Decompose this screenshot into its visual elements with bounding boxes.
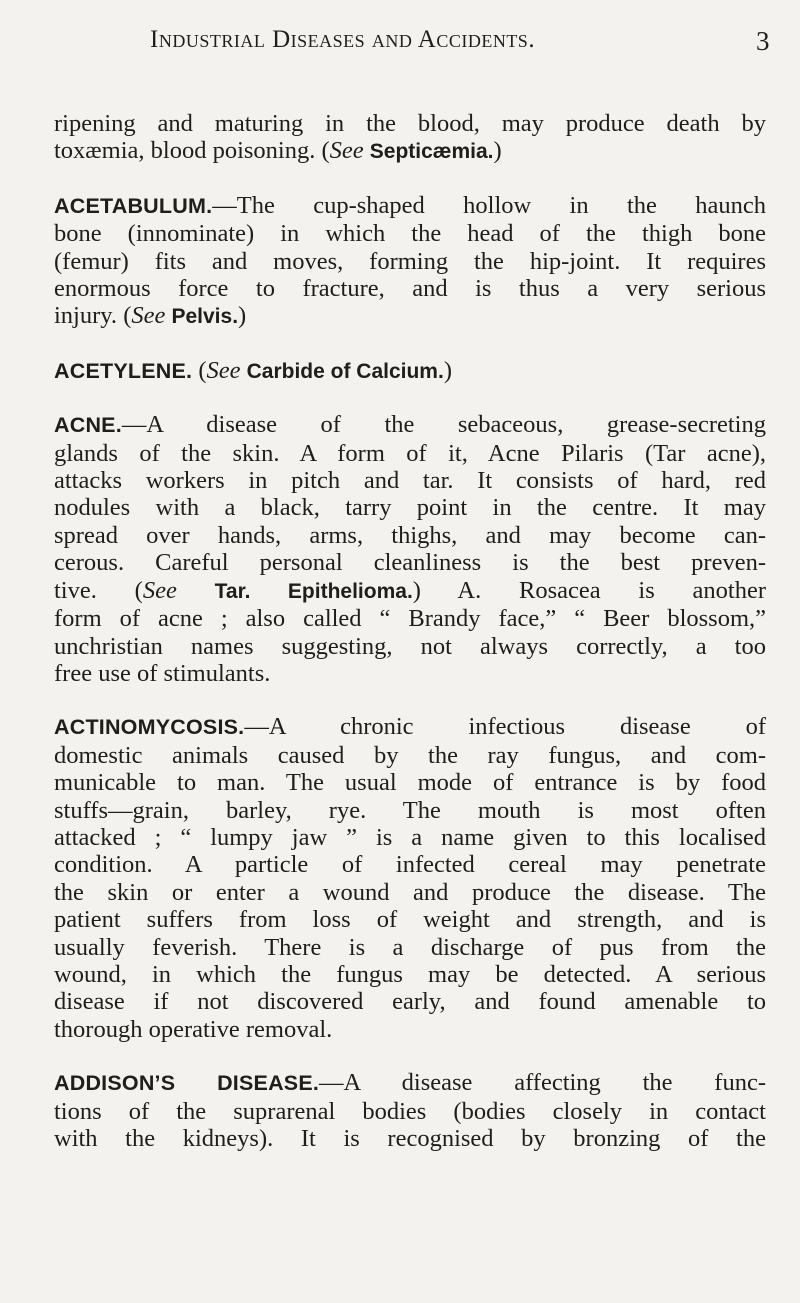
text-line: attacks workers in pitch and tar. It consists of hard, red [54,467,766,495]
entry-headword: ACETABULUM. [54,193,213,218]
see-label: See [206,356,241,384]
text-line [54,1069,766,1097]
text-line: spread over hands, arms, thighs, and may become can- [54,521,766,549]
entry-acne [54,411,766,687]
entry-acetylene [54,357,766,385]
text-line [54,192,766,220]
text-line: form of acne ; also called “ Brandy face,” “ Beer blossom,” [54,605,766,633]
page-number: 3 [756,26,770,56]
text-fragment: —The cup-shaped hollow in the haunch [212,191,766,219]
entry-headword: ACNE. [54,413,122,438]
entry-addisons-disease [54,1069,766,1152]
running-head [54,24,770,64]
text-line: cerous. Careful personal cleanliness is the best preven- [54,549,766,577]
text-line: tions of the suprarenal bodies (bodies closely in contact [54,1097,766,1125]
text-line: patient suffers from loss of weight and strength, and is [54,906,766,934]
text-line: ACETYLENE. (See Carbide of Calcium.) [54,356,452,384]
text-line: nodules with a black, tarry point in the centre. It may [54,494,766,522]
cross-reference: Tar. Epithelioma. [214,579,413,603]
cross-reference: Pelvis. [171,305,239,329]
entry-continuation [54,110,766,166]
text-line: disease if not discovered early, and found amenable to [54,988,766,1016]
text-fragment: injury. [54,302,118,330]
text-fragment: —A disease affecting the func- [319,1069,766,1097]
text-line: municable to man. The usual mode of entrance is by food [54,769,766,797]
text-line: (femur) fits and moves, forming the hip-joint. It requires [54,247,766,275]
entry-headword: ACTINOMYCOSIS. [54,715,245,740]
text-fragment: —A chronic infectious disease of [244,713,766,741]
entry-headword: ADDISON’S DISEASE. [54,1071,320,1096]
text-line: the skin or enter a wound and produce the disease. The [54,878,766,906]
text-line [54,411,766,439]
text-line: glands of the skin. A form of it, Acne Pilaris (Tar acne), [54,439,766,467]
text-line: tive. (See Tar. Epithelioma.) A. Rosacea is another [54,576,767,604]
cross-reference: Septicæmia. [369,140,494,164]
text-line: attacked ; “ lumpy jaw ” is a name given to this localised [54,823,766,851]
text-line: enormous force to fracture, and is thus a very serious [54,275,766,303]
text-fragment: tive. [54,576,97,604]
running-head-title: Industrial Diseases and Accidents. [150,26,536,53]
text-line: injury. (See Pelvis.) [54,302,247,330]
text-line: with the kidneys). It is recognised by bronzing of the [54,1125,766,1152]
see-label: See [131,302,166,330]
text-line: bone (innominate) in which the head of the thigh bone [54,220,766,248]
text-line: ripening and maturing in the blood, may produce death by [54,110,766,137]
text-line: thorough operative removal. [54,1015,333,1043]
entry-actinomycosis [54,713,766,1043]
text-fragment: —A disease of the sebaceous, grease-secreting [121,411,766,439]
text-line: free use of stimulants. [54,659,271,687]
text-line: usually feverish. There is a discharge of pus from the [54,933,766,961]
book-page [54,24,770,1152]
text-line: condition. A particle of infected cereal may penetrate [54,851,766,879]
see-label: See [142,576,177,604]
text-line [54,713,766,741]
text-line: stuffs—grain, barley, rye. The mouth is most often [54,796,766,824]
entry-acetabulum [54,192,766,331]
cross-reference: Carbide of Calcium. [246,359,444,383]
text-fragment: A. Rosacea is another [457,576,767,604]
entry-headword: ACETYLENE. [54,358,193,383]
see-label: See [329,137,364,165]
text-line: toxæmia, blood poisoning. (See Septicæmia.) [54,137,502,165]
text-line: wound, in which the fungus may be detected. A serious [54,960,766,988]
text-line: unchristian names suggesting, not always correctly, a too [54,632,766,660]
text-fragment: toxæmia, blood poisoning. [54,137,316,165]
text-line: domestic animals caused by the ray fungus, and com- [54,741,766,769]
